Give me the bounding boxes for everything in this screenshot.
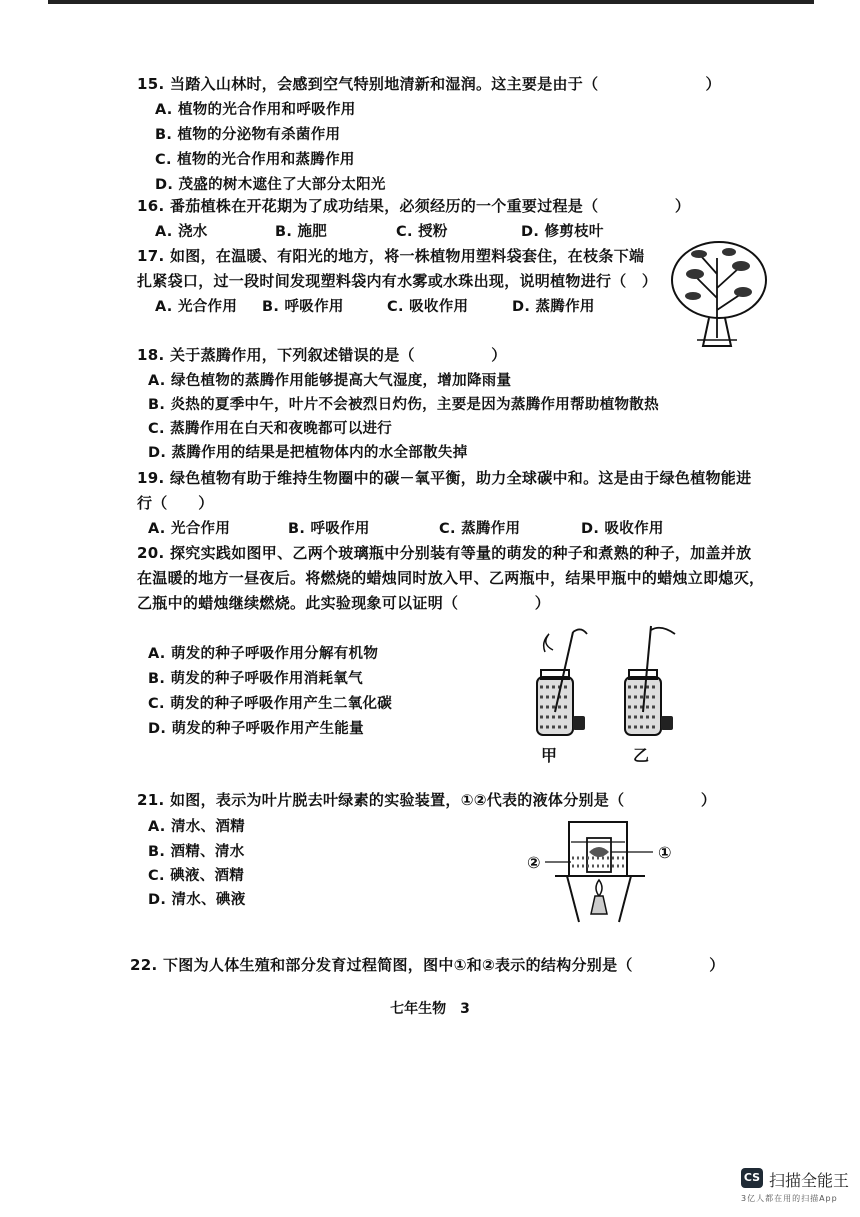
q19-option-c: C. 蒸腾作用 <box>439 521 521 537</box>
q19-option-d: D. 吸收作用 <box>581 521 664 537</box>
q15-stem: 15. 当踏入山林时，会感到空气特别地清新和湿润。这主要是由于（ ） <box>137 75 721 93</box>
q19-option-a: A. 光合作用 <box>148 521 231 537</box>
q20-stem-line3: 乙瓶中的蜡烛继续燃烧。此实验现象可以证明（ ） <box>137 594 551 612</box>
q20-option-a: A. 萌发的种子呼吸作用分解有机物 <box>148 646 379 662</box>
jar-label-yi: 乙 <box>633 746 650 765</box>
water-bath-apparatus-figure <box>545 818 665 926</box>
liquid-label-2: ② <box>527 853 541 872</box>
q20-stem-line2: 在温暖的地方一昼夜后。将燃烧的蜡烛同时放入甲、乙两瓶中，结果甲瓶中的蜡烛立即熄灭， <box>137 569 765 587</box>
q17-stem-line2: 扎紧袋口，过一段时间发现塑料袋内有水雾或水珠出现，说明植物进行（ ） <box>137 272 658 290</box>
q20-option-c: C. 萌发的种子呼吸作用产生二氧化碳 <box>148 696 393 712</box>
q16-option-a: A. 浇水 <box>155 224 208 240</box>
q21-stem: 21. 如图，表示为叶片脱去叶绿素的实验装置，①②代表的液体分别是（ ） <box>137 791 717 809</box>
q17-option-b: B. 呼吸作用 <box>262 299 344 315</box>
q17-option-a: A. 光合作用 <box>155 299 238 315</box>
q18-option-d: D. 蒸腾作用的结果是把植物体内的水全部散失掉 <box>148 445 468 461</box>
q18-stem: 18. 关于蒸腾作用，下列叙述错误的是（ ） <box>137 346 507 364</box>
q21-option-a: A. 清水、酒精 <box>148 819 245 835</box>
q15-option-c: C. 植物的光合作用和蒸腾作用 <box>155 152 355 168</box>
q18-option-b: B. 炎热的夏季中午，叶片不会被烈日灼伤，主要是因为蒸腾作用帮助植物散热 <box>148 397 659 413</box>
q19-stem-line2: 行（ ） <box>137 494 214 512</box>
q21-option-d: D. 清水、碘液 <box>148 892 246 908</box>
q20-option-b: B. 萌发的种子呼吸作用消耗氧气 <box>148 671 363 687</box>
page-top-edge <box>48 0 814 4</box>
q16-option-d: D. 修剪枝叶 <box>521 224 604 240</box>
q15-option-b: B. 植物的分泌物有杀菌作用 <box>155 127 341 143</box>
seed-jars-figure <box>525 622 685 740</box>
camscanner-logo-icon: CS <box>741 1168 763 1188</box>
q16-option-c: C. 授粉 <box>396 224 448 240</box>
q18-option-c: C. 蒸腾作用在白天和夜晚都可以进行 <box>148 421 393 437</box>
q21-option-b: B. 酒精、清水 <box>148 844 245 860</box>
q18-option-a: A. 绿色植物的蒸腾作用能够提高大气湿度，增加降雨量 <box>148 373 512 389</box>
q21-option-c: C. 碘液、酒精 <box>148 868 245 884</box>
bagged-plant-figure <box>667 238 775 352</box>
liquid-label-1: ① <box>658 843 672 862</box>
q20-stem-line1: 20. 探究实践如图甲、乙两个玻璃瓶中分别装有等量的萌发的种子和煮熟的种子，加盖并放 <box>137 544 752 562</box>
q15-option-a: A. 植物的光合作用和呼吸作用 <box>155 102 356 118</box>
q17-stem-line1: 17. 如图，在温暖、有阳光的地方，将一株植物用塑料袋套住，在枝条下端 <box>137 247 645 265</box>
page-footer: 七年生物 3 <box>390 1001 470 1017</box>
q17-option-d: D. 蒸腾作用 <box>512 299 595 315</box>
q20-option-d: D. 萌发的种子呼吸作用产生能量 <box>148 721 364 737</box>
q17-option-c: C. 吸收作用 <box>387 299 469 315</box>
jar-label-jia: 甲 <box>541 746 558 765</box>
q19-stem-line1: 19. 绿色植物有助于维持生物圈中的碳－氧平衡，助力全球碳中和。这是由于绿色植物能进 <box>137 469 752 487</box>
q16-option-b: B. 施肥 <box>275 224 328 240</box>
q15-option-d: D. 茂盛的树木遮住了大部分太阳光 <box>155 177 386 193</box>
watermark-app-name: 扫描全能王 <box>769 1171 850 1190</box>
q19-option-b: B. 呼吸作用 <box>288 521 370 537</box>
watermark-tagline: 3亿人都在用的扫描App <box>741 1194 838 1203</box>
q16-stem: 16. 番茄植株在开花期为了成功结果，必须经历的一个重要过程是（ ） <box>137 197 691 215</box>
q22-stem: 22. 下图为人体生殖和部分发育过程简图，图中①和②表示的结构分别是（ ） <box>130 956 725 974</box>
